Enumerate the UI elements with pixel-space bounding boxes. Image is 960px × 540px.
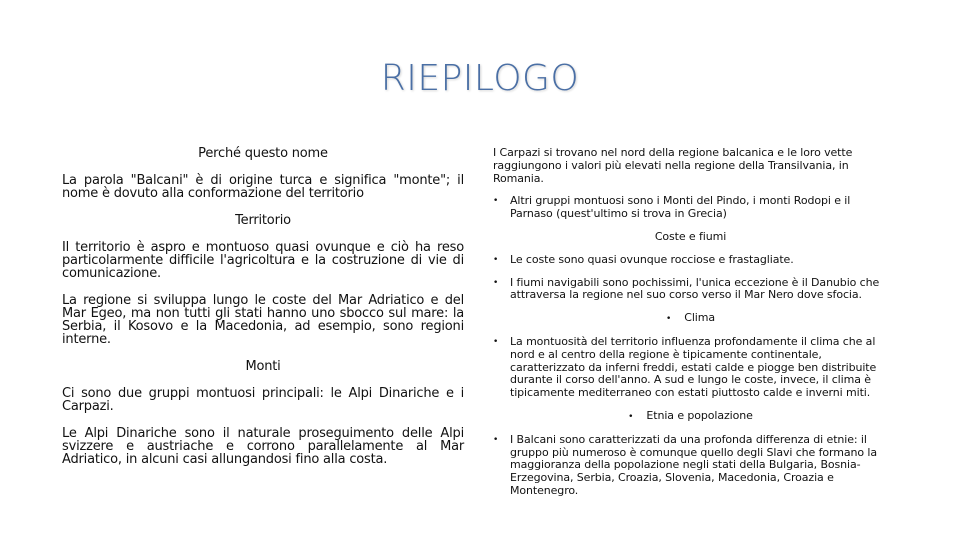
- paragraph-name-origin: La parola "Balcani" è di origine turca e significa "monte"; il nome è dovuto alla conformazione del territorio: [62, 173, 464, 201]
- list-item-text: Le coste sono quasi ovunque rocciose e frastagliate.: [510, 252, 794, 266]
- right-column: [493, 147, 888, 508]
- page-title: RIEPILOGO: [380, 58, 580, 99]
- left-column: [62, 147, 464, 480]
- list-item-text: I Balcani sono caratterizzati da una profonda differenza di etnie: il gruppo più numeroso è comunque quello degli Slavi che formano la maggioranza della popolazione negli stati della Bulgaria, Bosnia-Erzegovina, Serbia, Croazia, Slovenia, Macedonia, Croazia e Montenegro.: [510, 432, 877, 497]
- heading-climate-label: Clima: [684, 311, 715, 325]
- bullet-icon: •: [493, 254, 499, 265]
- bullet-icon: •: [493, 336, 499, 347]
- heading-climate: [493, 312, 888, 326]
- paragraph-territory-1: Il territorio è aspro e montuoso quasi ovunque e ciò ha reso particolarmente difficile l'agricoltura e la costruzione di vie di comunicazione.: [62, 240, 464, 281]
- bullet-icon: •: [493, 434, 499, 445]
- list-item-ethnicity: [493, 434, 888, 498]
- paragraph-carpathians: I Carpazi si trovano nel nord della regione balcanica e le loro vette raggiungono i valori più elevati nella regione della Transilvania, in Romania.: [493, 146, 853, 185]
- paragraph-territory-2: La regione si sviluppa lungo le coste del Mar Adriatico e del Mar Egeo, ma non tutti gli stati hanno uno sbocco sul mare: la Serbia, il Kosovo e la Macedonia, ad esempio, sono regioni interne.: [62, 293, 464, 347]
- bullet-icon: •: [493, 196, 499, 207]
- paragraph-mountains-1: Ci sono due gruppi montuosi principali: le Alpi Dinariche e i Carpazi.: [62, 386, 464, 414]
- list-item-text: La montuosità del territorio influenza profondamente il clima che al nord e al centro della regione è tipicamente continentale, caratterizzato da inferni freddi, estati calde e piogge ben distribuite durante il corso dell'anno. A sud e lungo le coste, invece, il clima è tipicamente mediterraneo con estati piuttosto calde e inverni miti.: [510, 334, 877, 400]
- list-item-climate: [493, 336, 888, 400]
- bullet-icon: •: [493, 277, 499, 288]
- list-item-coasts: [493, 254, 888, 267]
- heading-mountains: Monti: [245, 359, 281, 374]
- paragraph-mountains-2: Le Alpi Dinariche sono il naturale proseguimento delle Alpi svizzere e austriache e corrono parallelamente al Mar Adriatico, in alcuni casi allungandosi fino alla costa.: [62, 426, 464, 467]
- heading-territory: Territorio: [235, 213, 291, 228]
- heading-ethnicity: [493, 410, 888, 424]
- heading-name-origin: Perché questo nome: [198, 146, 328, 161]
- heading-ethnicity-label: Etnia e popolazione: [646, 408, 753, 422]
- heading-coasts-rivers: Coste e fiumi: [654, 229, 727, 243]
- list-item-text: Altri gruppi montuosi sono i Monti del Pindo, i monti Rodopi e il Parnaso (quest'ultimo si trova in Grecia): [510, 194, 851, 221]
- bullet-icon: •: [628, 411, 634, 422]
- bullet-icon: •: [666, 314, 672, 325]
- list-item-rivers: [493, 277, 888, 303]
- list-item-other-mountains: [493, 195, 888, 221]
- list-item-text: I fiumi navigabili sono pochissimi, l'unica eccezione è il Danubio che attraversa la regione nel suo corso verso il Mar Nero dove sfocia.: [510, 275, 880, 302]
